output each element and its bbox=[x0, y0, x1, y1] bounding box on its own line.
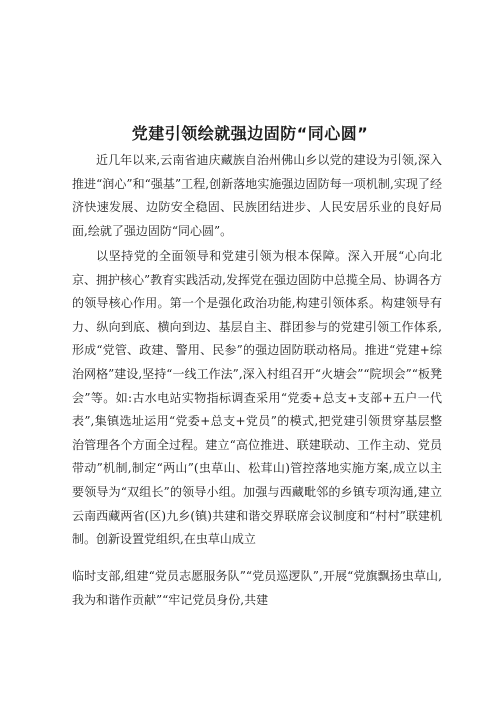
paragraph-leadership: 以坚持党的全面领导和党建引领为根本保障。深入开展“心向北京、拥护核心”教育实践活动,发挥党在强边固防中总揽全局、协调各方的领导核心作用。第一个是强化政治功能,构建引领体系。构建领导有力、纵向到底、横向到边、基层自主、群团参与的党建引领工作体系,形成“党管、政建、警用、民参”的强边固防联动格局。推进“党建+综治网格”建设,坚持“一线工作法”,深入村组召开“火塘会”“院坝会”“板凳会”等。如:古水电站实物指标调查采用“党委+总支+支部+五户一代表”,集镇选址运用“党委+总支+党员”的模式,把党建引领贯穿基层整治管理各个方面全过程。建立“高位推进、联建联动、工作主动、党员带动”机制,制定“两山”(虫草山、松茸山)管控落地实施方案,成立以主要领导为“双组长”的领导小组。加强与西藏毗邻的乡镇专项沟通,建立云南西藏两省(区)九乡(镇)共建和谐交界联席会议制度和“村村”联建机制。创新设置党组织,在虫草山成立 bbox=[72, 249, 442, 547]
paragraph-continuation: 临时支部,组建“党员志愿服务队”“党员巡逻队”,开展“党旗飘扬虫草山,我为和谐作贡献”“牢记党员身份,共建 bbox=[72, 569, 442, 607]
paragraph-intro: 近几年以来,云南省迪庆藏族自治州佛山乡以党的建设为引领,深入推进“润心”和“强基”工程,创新落地实施强边固防每一项机制,实现了经济快速发展、边防安全稳固、民族团结进步、人民安居乐业的良好局面,绘就了强边固防“同心圆”。 bbox=[72, 153, 442, 238]
document-title: 党建引领绘就强边固防“同心圆” bbox=[131, 124, 369, 143]
